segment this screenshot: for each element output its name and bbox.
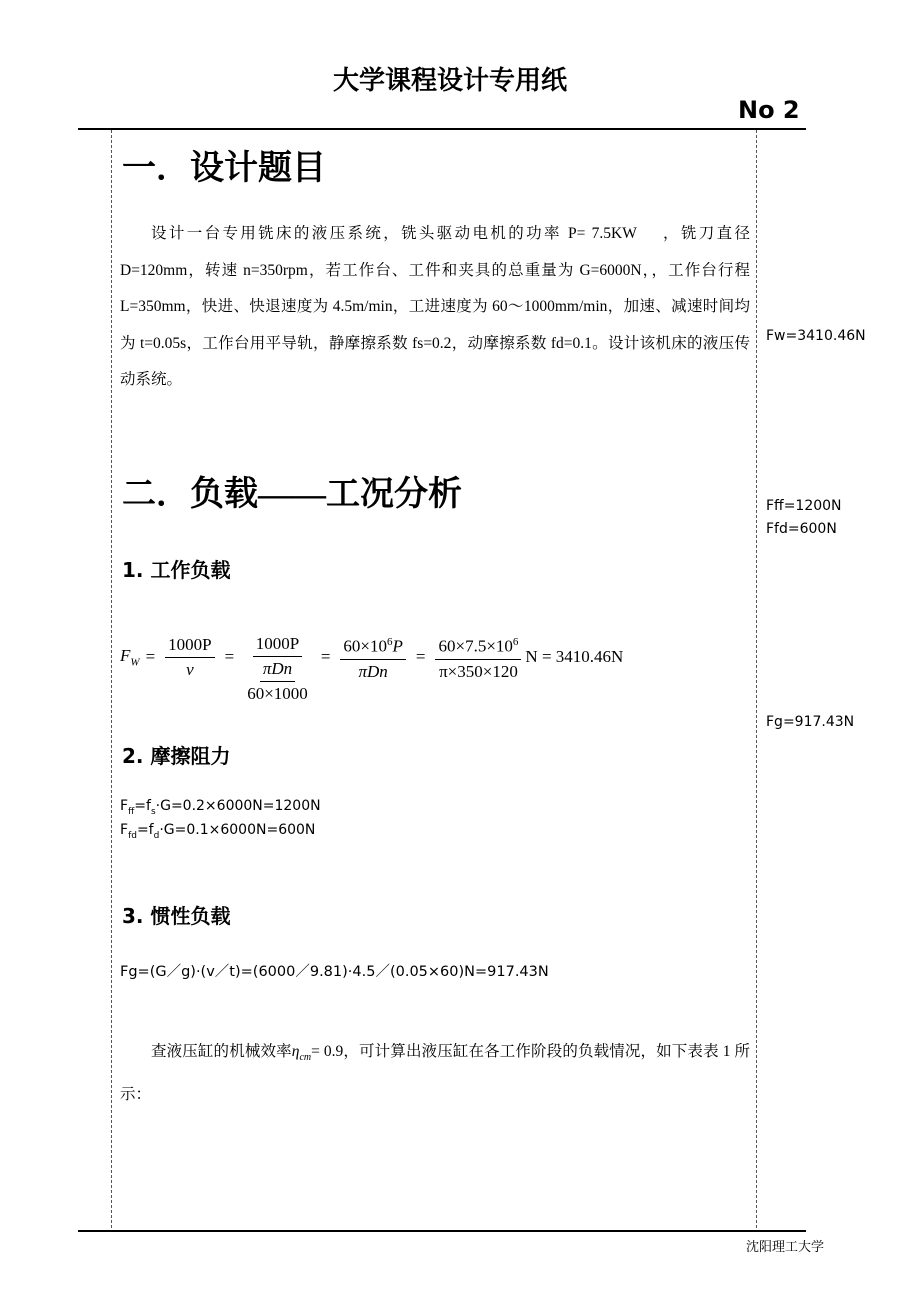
subheading-inertia: 3. 惯性负载 xyxy=(122,904,231,928)
page-title: 大学课程设计专用纸 xyxy=(332,66,567,95)
work-load-formula: $F_W$ = $\frac{1000P}{v}$ = 1000P πDn 60×1000 = $\frac{60\times 10^6P}{\text{πDn}}$ = $\frac{60\times 7.5\times 10^6}{\pi\times 350\times 120}$ N = 3410.46N xyxy=(120,634,624,703)
section-heading-load-analysis: 二．负载——工况分析 xyxy=(122,476,462,513)
top-rule xyxy=(78,128,806,130)
page-number: No 2 xyxy=(738,96,800,124)
subheading-work-load: 1. 工作负载 xyxy=(122,558,231,582)
fraction-2: 1000P πDn 60×1000 xyxy=(247,634,308,703)
sidebar-note-fg: Fg=917.43N xyxy=(766,714,855,730)
subheading-friction: 2. 摩擦阻力 xyxy=(122,744,231,768)
fraction-4: $\frac{60\times 7.5\times 10^6}{\pi\times 350\times 120}$ xyxy=(435,632,521,682)
sidebar-divider-line xyxy=(756,130,757,1228)
inertia-formula: Fg=(G／g)·(v／t)=(6000／9.81)·4.5／(0.05×60)N=917.43N xyxy=(120,964,549,980)
sidebar-note-ffd: Ffd=600N xyxy=(766,521,837,537)
design-topic-paragraph: 设计一台专用铣床的液压系统，铣头驱动电机的功率 P= 7.5KW ，铣刀直径 D=120mm，转速 n=350rpm，若工作台、工件和夹具的总重量为 G=6000N，，工作台行程 L=350mm，快进、快退速度为 4.5m/min，工进速度为 60～1000mm/min，加速、减速时间均为 t=0.05s，工作台用平导轨，静摩擦系数 fs=0.2，动摩擦系数 fd=0.1。设计该机床的液压传动系统。 xyxy=(120,225,750,388)
fraction-1: $\frac{1000P}{v}$ xyxy=(165,635,214,680)
bottom-rule xyxy=(78,1230,806,1232)
formula-lhs: $F_W$ xyxy=(120,645,140,669)
sidebar-note-fw: Fw=3410.46N xyxy=(766,328,866,344)
formula-result: N = 3410.46N xyxy=(525,647,624,666)
section-heading-design-topic: 一．设计题目 xyxy=(122,150,326,187)
sidebar-note-fff: Fff=1200N xyxy=(766,498,842,514)
fraction-3: $\frac{60\times 10^6P}{\text{πDn}}$ xyxy=(340,632,405,682)
left-margin-line xyxy=(111,130,112,1228)
static-friction-formula: $F_{ff}=f_s\cdot G=0.2\times 6000N=1200N$ xyxy=(120,798,321,817)
closing-paragraph: 查液压缸的机械效率$\eta_{cm}= 0.9$，可计算出液压缸在各工作阶段的负载情况，如下表表 1 所示： xyxy=(120,1043,750,1103)
footer-university: 沈阳理工大学 xyxy=(746,1239,825,1254)
dynamic-friction-formula: $F_{fd}=f_d\cdot G=0.1\times 6000N=600N$ xyxy=(120,822,316,841)
